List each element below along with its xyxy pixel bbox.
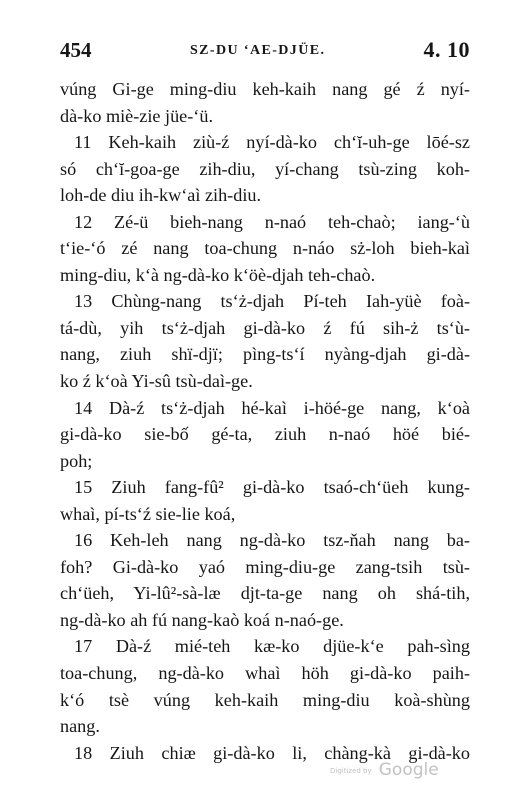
text-line: tá-dù, yih ts‘ż-djah gi-dà-ko ź fú sih-ż ts‘ù- <box>60 317 470 338</box>
running-title: SZ-DU ‘AE-DJÜE. <box>190 43 326 58</box>
digitized-watermark <box>330 760 439 780</box>
verse-line: 15 Ziuh fang-fû² gi-dà-ko tsaó-ch‘üeh kung- <box>74 477 470 498</box>
text-line: dà-ko miè-zie jüe-‘ü. <box>60 105 214 126</box>
text-line: poh; <box>60 450 93 471</box>
page-number: 454 <box>60 38 92 62</box>
text-line: nang. <box>60 716 100 737</box>
text-line: vúng Gi-ge ming-diu keh-kaih nang gé ź nyí- <box>60 79 470 99</box>
text-line: k‘ó tsè vúng keh-kaih ming-diu koà-shùng <box>60 689 470 710</box>
watermark-prefix: Digitized by <box>330 767 372 775</box>
verse-line: 18 Ziuh chiæ gi-dà-ko li, chàng-kà gi-dà-ko <box>74 742 470 763</box>
text-line: ko ź k‘oà Yi-sû tsù-daì-ge. <box>60 371 253 392</box>
text-line: ng-dà-ko ah fú nang-kaò koá n-naó-ge. <box>60 609 344 630</box>
text-line: foh? Gi-dà-ko yaó ming-diu-ge zang-tsih tsù- <box>60 556 470 577</box>
text-line: só ch‘ĭ-goa-ge zih-diu, yí-chang tsù-zing koh- <box>60 158 470 179</box>
verse-line: 16 Keh-leh nang ng-dà-ko tsz-ňah nang ba- <box>74 530 470 551</box>
chapter-verse: 4. 10 <box>423 37 470 62</box>
verse-line: 12 Zé-ü bieh-nang n-naó teh-chaò; iang-‘ù <box>74 211 470 232</box>
text-line: ch‘üeh, Yi-lû²-sà-læ djt-ta-ge nang oh shá-tih, <box>60 583 470 604</box>
verse-line: 14 Dà-ź ts‘ż-djah hé-kaì i-höé-ge nang, k‘oà <box>74 397 470 418</box>
text-line: nang, ziuh shï-djï; pìng-ts‘í nyàng-djah gi-dà- <box>60 344 470 365</box>
text-body <box>60 76 470 766</box>
text-line: whaì, pí-ts‘ź sie-lie koá, <box>60 503 236 524</box>
text-line: gi-dà-ko sie-bố gé-ta, ziuh n-naó höé bié- <box>60 424 470 445</box>
text-line: t‘ie-‘ó zé nang toa-chung n-náo sż-loh bieh-kaì <box>60 238 470 259</box>
verse-line: 17 Dà-ź mié-teh kæ-ko djüe-k‘e pah-sìng <box>74 636 470 657</box>
verse-line: 11 Keh-kaih ziù-ź nyí-dà-ko ch‘ĭ-uh-ge lōé-sz <box>74 132 470 153</box>
text-line: ming-diu, k‘à ng-dà-ko k‘öè-djah teh-chaò. <box>60 264 376 285</box>
page-header <box>60 38 470 66</box>
google-logo: Google <box>378 760 439 780</box>
text-line: loh-de diu ih-kw‘aì zih-diu. <box>60 185 262 206</box>
text-line: toa-chung, ng-dà-ko whaì höh gi-dà-ko paih- <box>60 663 470 684</box>
verse-line: 13 Chùng-nang ts‘ż-djah Pí-teh Iah-yüè foà- <box>74 291 470 312</box>
